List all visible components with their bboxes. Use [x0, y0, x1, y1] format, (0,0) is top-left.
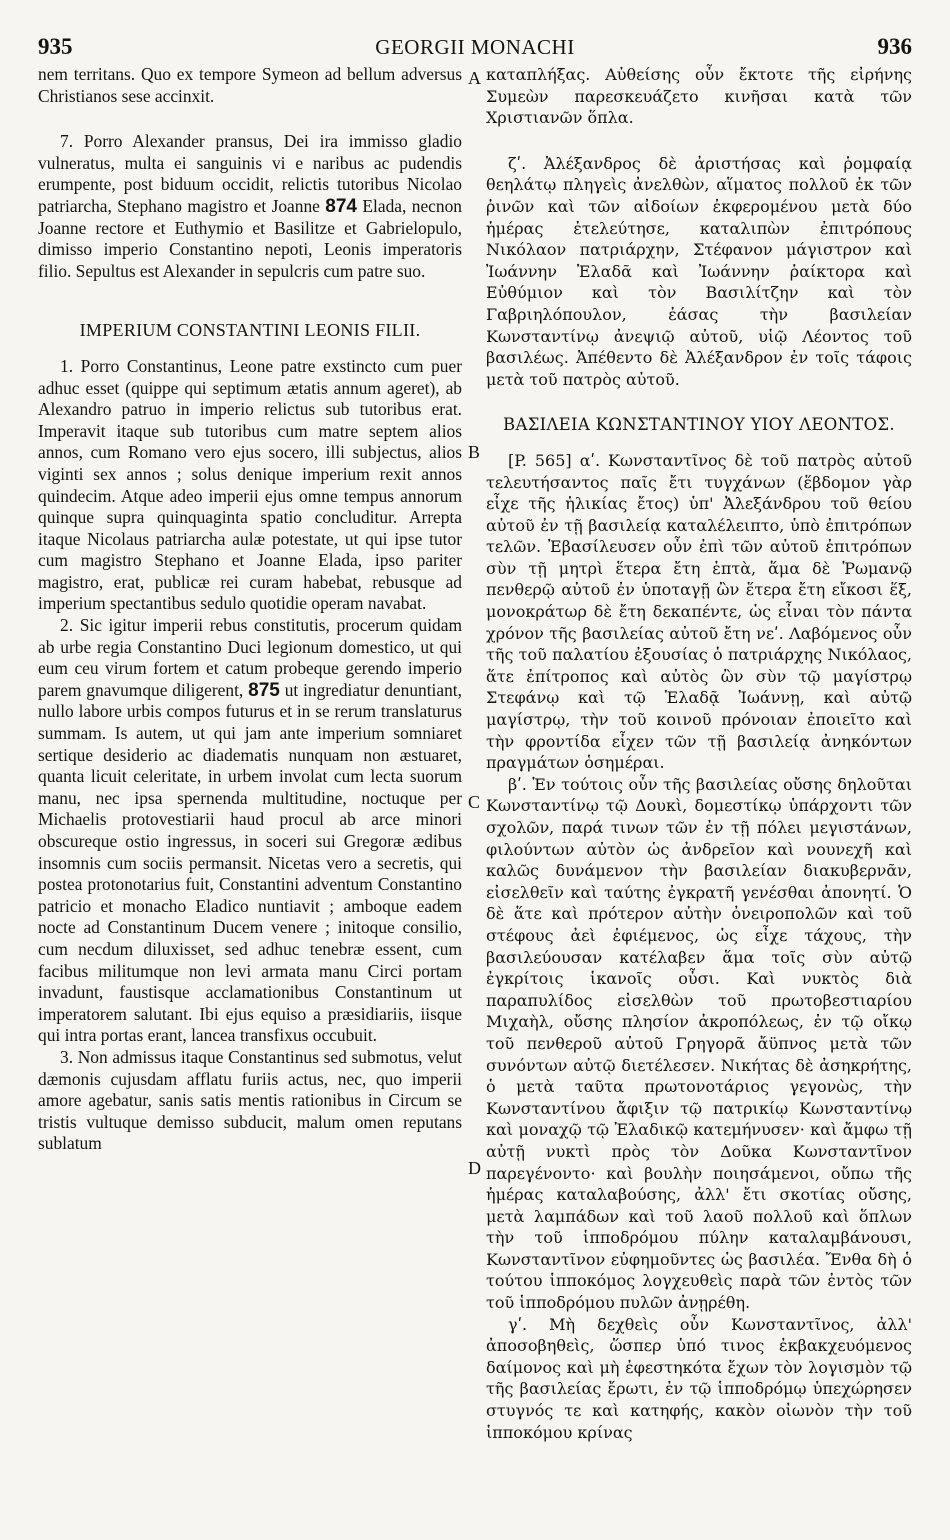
latin-section-7	[38, 131, 462, 282]
marginal-number-874: 874	[325, 195, 357, 217]
latin-section-2	[38, 615, 462, 1047]
latin-section-1: 1. Porro Constantinus, Leone patre exstincto cum puer adhuc esset (quippe qui septimum ætatis annum ageret), ab Alexandro patruo in imperio relictus sub tutoribus erat. Imperavit itaque sub tutoribus cum matre septem alios annos, cum Romano vero ejus socero, illi subjectus, alios viginti sex annos ; solus denique imperium rexit annos quindecim. Atque adeo imperii ejus omne tempus annorum quinque supra quinquaginta spatio concluditur. Arrepta itaque Nicolaus patriarcha aulæ potestate, ut qui ipse tutor cum magistro Stephano et Joanne Elada, ipso pariter magistro, erat, publicæ rei curam habebat, rebusque ad imperium spectantibus sedulo quotidie operam navabat.	[38, 355, 462, 614]
margin-marker-c: C	[468, 792, 481, 812]
greek-column	[486, 64, 912, 1443]
latin-paragraph-continued: nem territans. Quo ex tempore Symeon ad bellum adversus Christianos sese accinxit.	[38, 64, 462, 106]
margin-marker-b: B	[468, 442, 481, 462]
greek-section-2: βʹ. Ἐν τούτοις οὖν τῆς βασιλείας οὔσης δηλοῦται Κωνσταντίνῳ τῷ Δουκὶ, δομεστίκῳ ὑπάρχοντι τῶν σχολῶν, παρά τινων τῶν ἐν τῇ πόλει μεγιστάνων, φιλούντων αὐτὸν ὡς ἀνδρεῖον καὶ νουνεχῆ καὶ καλῶς δυνάμενον τὴν βασιλείαν διακυβερνᾶν, εἰσελθεῖν καὶ ταύτης ἐγκρατῆ γενέσθαι ἀπονητί. Ὁ δὲ ἅτε καὶ πρότερον αὐτὴν ὀνειροπολῶν καὶ τοῦ στέφους ἀεὶ ἐφιέμενος, ὡς εἶχε τάχους, τὴν βασιλεύουσαν κατέλαβεν ἅμα τοῖς σὺν αὐτῷ ἐγκρίτοις ἱκανοῖς οὖσι. Καὶ νυκτὸς διὰ παραπυλίδος εἰσελθὼν τοῦ πρωτοβεστιαρίου Μιχαὴλ, οὔσης πλησίον ἀκροπόλεως, ἐν τῷ οἴκῳ τοῦ πενθεροῦ αὐτοῦ Γρηγορᾶ ἄϋπνος μετὰ τῶν συνόντων αὐτῷ διετέλεσεν. Νικήτας δὲ ἀσηκρήτης, ὁ μετὰ ταῦτα πρωτονοτάριος γεγονὼς, τὴν Κωνσταντίνου ἄφιξιν τῷ πατρικίῳ Κωνσταντίνῳ καὶ μοναχῷ τῷ Ἐλαδικῷ κατεμήνυσεν· καὶ ἄμφω τῇ αὐτῇ νυκτὶ πρὸς τὸν Δοῦκα Κωνσταντῖνον παρεγένοντο· καὶ βουλὴν ποιησάμενοι, οὔπω τῆς ἡμέρας καταλαβούσης, ἀλλ' ἔτι σκοτίας οὔσης, μετὰ λαμπάδων καὶ τοῦ λαοῦ πολλοῦ καὶ ὅπλων τὴν τοῦ ἱπποδρόμου πύλην καταλαμβάνουσι, Κωνσταντῖνον εὐφημοῦντες ὡς βασιλέα. Ἔνθα δὴ ὁ τούτου ἱπποκόμος λογχευθεὶς παρὰ τῶν ἐντὸς τῶν τοῦ ἱπποδρόμου πυλῶν ἀνῃρέθη.	[486, 774, 912, 1313]
margin-marker-a: A	[468, 68, 481, 88]
margin-marker-d: D	[468, 1158, 481, 1178]
running-title: GEORGII MONACHI	[375, 35, 575, 59]
latin-section-7-text-b: Elada, necnon Joanne rectore et Euthymio et Basilitze et Gabrielopulo, dimisso imperio Constantino nepoti, Leonis imperatoris filio. Sepultus est Alexander in sepulcris cum patre suo.	[38, 195, 462, 281]
latin-section-heading: IMPERIUM CONSTANTINI LEONIS FILII.	[79, 320, 421, 341]
running-head	[38, 34, 912, 64]
latin-section-7-text-a: 7. Porro Alexander pransus, Dei ira immisso gladio vulneratus, multa ei sanguinis vi e naribus ac pudendis erumpente, post biduum occidit, relictis tutoribus Nicolao patriarcha, Stephano magistro et Joanne	[38, 131, 462, 216]
page-number-left: 935	[38, 34, 73, 59]
latin-section-3: 3. Non admissus itaque Constantinus sed submotus, velut dæmonis cujusdam afflatu furiis actus, nec, quo imperii amore agebatur, sanis satis mentis rationibus in Circum se tristis vultuque demisso subducit, malum omen reputans sublatum	[38, 1046, 462, 1154]
greek-section-heading: ΒΑΣΙΛΕΙΑ ΚΩΝΣΤΑΝΤΙΝΟΥ ΥΙΟΥ ΛΕΟΝΤΟΣ.	[503, 415, 895, 435]
greek-section-1: [P. 565] αʹ. Κωνσταντῖνος δὲ τοῦ πατρὸς αὐτοῦ τελευτήσαντος παῖς ἔτι τυγχάνων (ἕβδομον γὰρ εἶχε τῆς ἡλικίας ἔτος) ὑπ' Ἀλεξάνδρου τοῦ θείου αὐτοῦ ἐν τῇ βασιλείᾳ καταλέλειπτο, ὑπὸ ἐπιτρόπων τελῶν. Ἐβασίλευσεν οὖν ἐπὶ τῶν αὐτοῦ ἐπιτρόπων σὺν τῇ μητρὶ ἕτερα ἔτη ἑπτὰ, ἅμα δὲ Ῥωμανῷ πενθερῷ αὐτοῦ ἐν ὑποταγῇ ὢν ἕτερα ἔτη εἴκοσι ἕξ, μονοκράτωρ δὲ ἔτη δεκαπέντε, ὡς εἶναι τὸν πάντα χρόνον τῆς βασιλείας αὐτοῦ ἔτη νεʹ. Λαβόμενος οὖν τῆς τοῦ παλατίου ἐξουσίας ὁ πατριάρχης Νικόλαος, ἅτε ἐπίτροπος καὶ αὐτὸς ὢν σὺν τῷ μαγίστρῳ Στεφάνῳ καὶ τῷ Ἐλαδᾷ Ἰωάννῃ, καὶ αὐτῷ μαγίστρῳ, τὴν τοῦ κοινοῦ πρόνοιαν ἐποιεῖτο καὶ τὴν φροντίδα εἶχεν τῶν τῇ βασιλείᾳ ἀνηκόντων πραγμάτων ὁσημέραι.	[486, 450, 912, 773]
page-number-right: 936	[877, 34, 912, 59]
latin-column	[38, 64, 462, 1155]
latin-section-2-text-b: ut ingrediatur denuntiant, nullo labore urbis compos futurus et in se rerum translaturus summam. Is autem, ut qui jam ante imperium somniaret sertique desiderio ac diadematis nunquam non æstuaret, quanta licuit celeritate, in urbem involat cum lecta suorum manu, nec ipsa spernenda multitudine, noctuque per Michaelis protovestiarii haud procul ab arce minori obscureque ostio ingressus, in soceri sui Gregoræ ædibus insomnis cum sociis permansit. Nicetas vero a secretis, qui postea protonotarius fuit, Constantini adventum Constantino patricio et monacho Eladico nuntiavit ; amboque eadem nocte ad Constantinum Ducem venere ; initoque consilio, cum necdum diluxisset, sed adhuc tenebræ essent, cum facibus militumque non levi armata manu Circi portam invadunt, faustisque acclamationibus Constantinum ut imperatorem salutant. Ibi ejus equiso a præsidiariis, iisque qui intra portas erant, lancea transfixus occubuit.	[38, 679, 462, 1046]
greek-section-3: γʹ. Μὴ δεχθεὶς οὖν Κωνσταντῖνος, ἀλλ' ἀποσοβηθεὶς, ὥσπερ ὑπό τινος ἐκβακχευόμενος δαίμονος καὶ μὴ ἐφεστηκότα ἔχων τὸν λογισμὸν τῷ τῆς βασιλείας ἔρωτι, ἐν τῷ ἱπποδρόμῳ ὑπεχώρησεν στυγνός τε καὶ κατηφής, κακὸν οἰωνὸν τὴν τοῦ ἱπποκόμου κρίνας	[486, 1314, 912, 1442]
greek-paragraph-continued: καταπλήξας. Αὐθείσης οὖν ἔκτοτε τῆς εἰρήνης Συμεὼν παρεσκευάζετο κινῆσαι κατὰ τῶν Χριστιανῶν ὅπλα.	[486, 65, 912, 128]
greek-section-7: ζʹ. Ἀλέξανδρος δὲ ἀριστήσας καὶ ῥομφαίᾳ θεηλάτῳ πληγεὶς ἀνελθὼν, αἵματος πολλοῦ ἐκ τῶν ῥινῶν καὶ τῶν αἰδοίων ἐκφερομένου μετὰ δύο ἡμέρας ἐτελεύτησε, καταλιπὼν ἐπιτρόπους Νικόλαον πατριάρχην, Στέφανον μάγιστρον καὶ Ἰωάννην Ἐλαδᾶ καὶ Ἰωάννην ῥαίκτορα καὶ Εὐθύμιον καὶ τὸν Βασιλίτζην καὶ τὸν Γαβριηλόπουλον, ἐάσας τὴν βασιλείαν Κωνσταντίνῳ ἀνεψιῷ αὐτοῦ, υἱῷ Λέοντος τοῦ βασιλέως. Ἀπέθεντο δὲ Ἀλέξανδρον ἐν τοῖς τάφοις μετὰ τοῦ πατρὸς αὐτοῦ.	[486, 153, 912, 389]
latin-section-2-text-a: 2. Sic igitur imperii rebus constitutis, procerum quidam ab urbe regia Constantino Duci legionum domestico, ut qui eum ceu virum fortem et catum probeque gerendo imperio parem gnavumque diligerent,	[38, 615, 462, 700]
marginal-number-875: 875	[248, 679, 280, 701]
